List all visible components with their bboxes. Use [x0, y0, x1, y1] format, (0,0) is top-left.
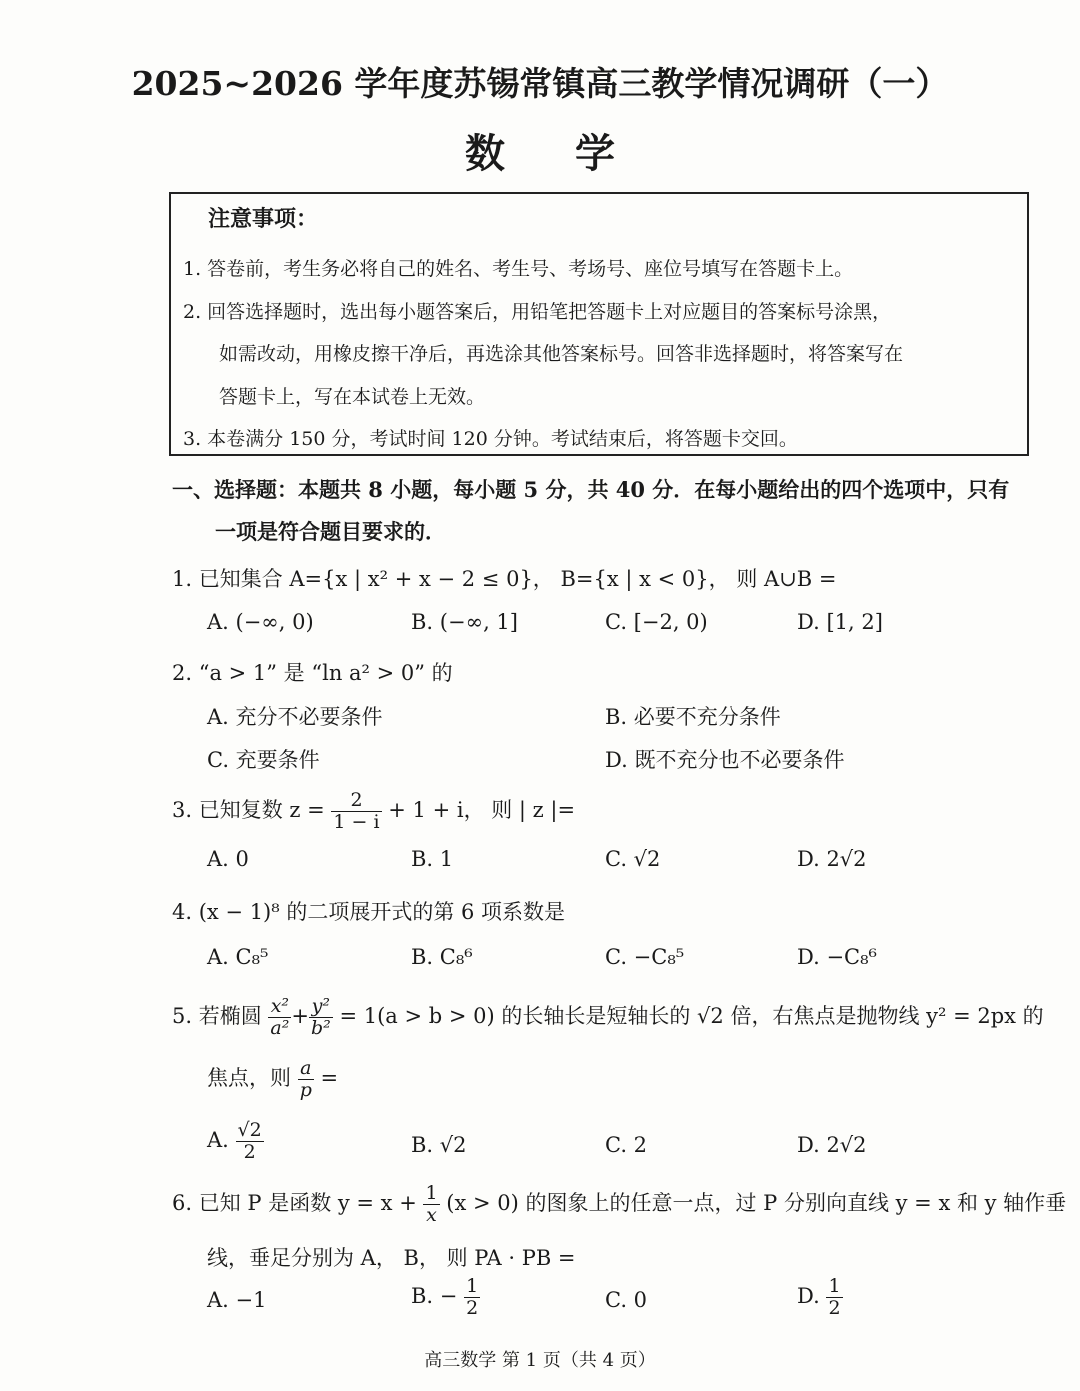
question-6-option-a: A. −1 [207, 1288, 267, 1312]
question-4-option-d: D. −C₈⁶ [797, 945, 877, 969]
question-6-option-d-label: D. [797, 1283, 820, 1308]
question-6-frac-denominator: x [426, 1203, 437, 1226]
question-5-frac1-numerator: x² [268, 996, 291, 1018]
question-1-option-d: D. [1, 2] [797, 610, 883, 634]
question-4-stem: 4. (x − 1)⁸ 的二项展开式的第 6 项系数是 [172, 900, 566, 924]
question-1-option-c: C. [−2, 0) [605, 610, 708, 634]
question-5-frac3-numerator: a [298, 1058, 314, 1080]
question-5-option-a-fraction [236, 1120, 264, 1163]
question-6-option-b [411, 1276, 480, 1319]
question-3-option-b: B. 1 [411, 847, 454, 871]
question-5-fraction-y [309, 996, 333, 1039]
question-6-option-b-numerator: 1 [466, 1275, 479, 1297]
question-3-stem [172, 790, 575, 833]
question-5-option-a-numerator: √2 [237, 1119, 262, 1141]
question-5-stem [172, 996, 1044, 1039]
question-5-option-a [207, 1120, 264, 1163]
page-footer: 高三数学 第 1 页（共 4 页） [424, 1350, 656, 1371]
subject-title: 数学 [465, 130, 685, 177]
question-5-line2-b: = [320, 1065, 339, 1090]
question-6-option-d [797, 1276, 843, 1319]
question-1-stem: 1. 已知集合 A={x | x² + x − 2 ≤ 0}， B={x | x < 0}， 则 A∪B = [172, 567, 837, 591]
question-5-frac1-denominator: a² [270, 1016, 290, 1039]
notice-item-1: 1. 答卷前，考生务必将自己的姓名、考生号、考场号、座位号填写在答题卡上。 [183, 258, 854, 280]
question-6-option-b-denominator: 2 [466, 1296, 479, 1319]
section-heading-cont: 一项是符合题目要求的． [215, 519, 446, 544]
question-5-line2-a: 焦点，则 [207, 1065, 291, 1090]
question-6-option-d-numerator: 1 [828, 1275, 841, 1297]
question-5-fraction-ap [298, 1058, 314, 1101]
question-6-option-b-fraction [464, 1276, 480, 1319]
notice-item-2: 2. 回答选择题时，选出每小题答案后，用铅笔把答题卡上对应题目的答案标号涂黑， [183, 301, 892, 323]
question-3-fraction [331, 790, 381, 833]
question-5-line2 [207, 1058, 338, 1101]
question-6-stem [172, 1183, 1066, 1226]
question-5-option-b: B. √2 [411, 1133, 467, 1157]
question-4-option-c: C. −C₈⁵ [605, 945, 685, 969]
notice-item-2-cont2: 答题卡上，写在本试卷上无效。 [219, 386, 486, 408]
question-2-option-d: D. 既不充分也不必要条件 [605, 748, 845, 772]
notice-item-3: 3. 本卷满分 150 分，考试时间 120 分钟。考试结束后，将答题卡交回。 [183, 428, 798, 450]
question-6-option-d-fraction [826, 1276, 842, 1319]
question-3-option-d: D. 2√2 [797, 847, 867, 871]
question-5-stem-b: = 1(a > b > 0) 的长轴长是短轴长的 √2 倍，右焦点是抛物线 y² = 2px 的 [339, 1003, 1044, 1028]
question-6-stem-a: 6. 已知 P 是函数 y = x + [172, 1190, 417, 1215]
section-heading: 一、选择题：本题共 8 小题，每小题 5 分，共 40 分．在每小题给出的四个选项中，只有 [172, 477, 1010, 502]
question-3-frac-denominator: 1 − i [333, 810, 380, 833]
question-4-option-a: A. C₈⁵ [207, 945, 269, 969]
question-5-frac3-denominator: p [299, 1078, 312, 1101]
question-3-option-a: A. 0 [207, 847, 249, 871]
question-6-fraction [423, 1183, 439, 1226]
question-3-frac-numerator: 2 [331, 790, 381, 812]
question-6-frac-numerator: 1 [425, 1182, 438, 1204]
question-3-option-c: C. √2 [605, 847, 661, 871]
question-1-option-b: B. (−∞, 1] [411, 610, 518, 634]
question-1-option-a: A. (−∞, 0) [207, 610, 314, 634]
question-5-option-a-label: A. [207, 1127, 229, 1152]
question-2-option-b: B. 必要不充分条件 [605, 705, 781, 729]
question-6-stem-b: (x > 0) 的图象上的任意一点，过 P 分别向直线 y = x 和 y 轴作垂 [446, 1190, 1067, 1215]
notice-item-2-cont: 如需改动，用橡皮擦干净后，再选涂其他答案标号。回答非选择题时，将答案写在 [219, 343, 904, 365]
question-5-option-a-denominator: 2 [243, 1140, 256, 1163]
question-2-option-c: C. 充要条件 [207, 748, 320, 772]
question-5-option-c: C. 2 [605, 1133, 648, 1157]
question-5-plus: + [291, 1003, 309, 1028]
notice-title: 注意事项： [208, 206, 319, 232]
question-5-fraction-x [268, 996, 291, 1039]
question-3-stem-a: 3. 已知复数 z = [172, 797, 325, 822]
question-6-option-c: C. 0 [605, 1288, 648, 1312]
question-5-option-d: D. 2√2 [797, 1133, 867, 1157]
question-2-option-a: A. 充分不必要条件 [207, 705, 383, 729]
question-5-stem-a: 5. 若椭圆 [172, 1003, 262, 1028]
question-3-stem-b: + 1 + i， 则 | z |= [388, 797, 576, 822]
question-6-option-d-denominator: 2 [828, 1296, 841, 1319]
page-title: 2025~2026 学年度苏锡常镇高三教学情况调研（一） [131, 64, 949, 103]
question-5-frac2-denominator: b² [310, 1016, 331, 1039]
question-5-frac2-numerator: y² [309, 996, 333, 1018]
question-2-stem: 2. “a > 1” 是 “ln a² > 0” 的 [172, 661, 453, 685]
question-6-option-b-label: B. − [411, 1283, 458, 1308]
question-6-line2: 线，垂足分别为 A， B， 则 PA · PB = [207, 1246, 576, 1270]
question-4-option-b: B. C₈⁶ [411, 945, 473, 969]
